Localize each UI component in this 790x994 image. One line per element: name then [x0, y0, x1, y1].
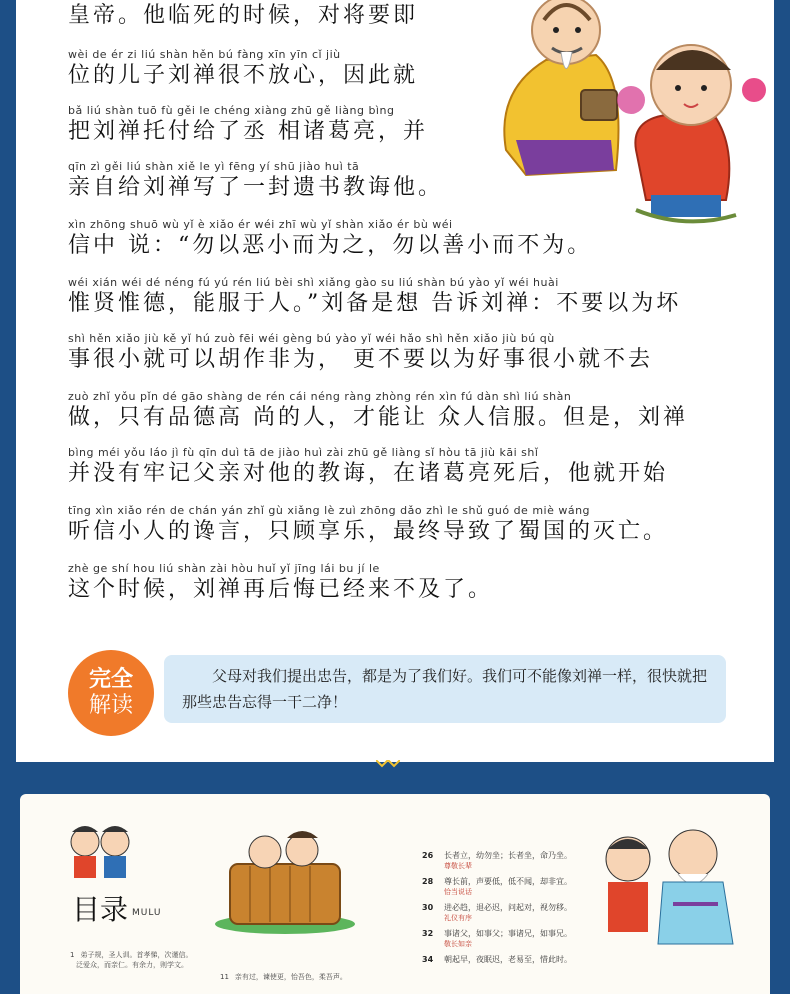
children-icon [60, 824, 140, 884]
summary-text: 父母对我们提出忠告，都是为了我们好。我们可不能像刘禅一样，很快就把那些忠告忘得一干二净！ [182, 667, 708, 711]
toc-page-number: 28 [422, 877, 434, 886]
toc-row[interactable] [422, 902, 572, 923]
toc-left-number: 1 [70, 951, 75, 959]
toc-left-number: 11 [220, 973, 229, 981]
hanzi-line: 皇帝。他临死的时候，对将要即 [68, 3, 419, 28]
pinyin-line: tīng xìn xiǎo rén de chán yán zhǐ gù xiǎng lè zuì zhōng dǎo zhì le shǔ guó de miè wáng [68, 504, 591, 517]
barrel-children-illustration [210, 824, 360, 934]
book-preview [10, 782, 780, 981]
toc-left-entry [70, 960, 188, 970]
toc-subtitle: MULU [132, 908, 162, 918]
toc-title: 目录 [72, 893, 129, 926]
toc-entry-subtitle: 敬长如亲 [444, 940, 472, 948]
toc-entry-text: 尊长前，声要低，低不闻，却非宜。 [444, 877, 572, 886]
hanzi-line: 把刘禅托付给了丞 相诸葛亮，并 [68, 119, 428, 144]
toc-entry-text: 长者立，幼勿坐；长者坐，命乃坐。 [444, 851, 572, 860]
hanzi-line: 惟贤惟德，能服于人。”刘备是想 告诉刘禅：不要以为坏 [68, 291, 682, 316]
hanzi-line: 位的儿子刘禅很不放心，因此就 [68, 63, 419, 88]
pinyin-line: bǎ liú shàn tuō fù gěi le chéng xiàng zhū gě liàng bìng [68, 104, 395, 117]
pinyin-line: zhè ge shí hou liú shàn zài hòu huǐ yǐ jīng lái bu jí le [68, 562, 380, 575]
toc-page-number: 32 [422, 929, 434, 938]
toc-row[interactable] [422, 954, 572, 965]
pinyin-line: wèi de ér zi liú shàn hěn bú fàng xīn yīn cǐ jiù [68, 48, 341, 61]
emperor-and-child-illustration [486, 0, 786, 235]
toc-left-entry [220, 972, 347, 982]
toc-page-number: 34 [422, 955, 434, 964]
pinyin-line: qīn zì gěi liú shàn xiě le yì fēng yí shū jiào huì tā [68, 160, 360, 173]
pinyin-line: bìng méi yǒu láo jì fù qīn duì tā de jiào huì zài zhū gě liàng sǐ hòu tā jiù kāi shǐ [68, 446, 539, 459]
toc-entry-text: 朝起早，夜眠迟，老易至，惜此时。 [444, 955, 572, 964]
toc-entry-subtitle: 礼仪有序 [444, 914, 472, 922]
toc-left-text: 泛爱众，而亲仁。有余力，则学文。 [76, 961, 188, 969]
pinyin-line: zuò zhǐ yǒu pǐn dé gāo shàng de rén cái néng ràng zhòng rén xìn fú dàn shì liú shàn [68, 390, 572, 403]
hanzi-line: 这个时候，刘禅再后悔已经来不及了。 [68, 577, 494, 602]
pinyin-line: shì hěn xiǎo jiù kě yǐ hú zuò fēi wéi gèng bú yào yǐ wéi hǎo shì hěn xiǎo jiù bú qù [68, 332, 555, 345]
badge-line-1: 完全 [88, 667, 133, 692]
toc-entry-subtitle: 恰当说话 [444, 888, 472, 896]
toc-page-number: 26 [422, 851, 434, 860]
pinyin-line: wéi xián wéi dé néng fú yú rén liú bèi shì xiǎng gào su liú shàn bú yào yǐ wéi huài [68, 276, 559, 289]
toc-row[interactable] [422, 876, 572, 897]
complete-interpretation-badge [68, 650, 154, 736]
toc-row[interactable] [422, 850, 572, 871]
toc-page-number: 30 [422, 903, 434, 912]
book-left-page [20, 794, 398, 994]
hanzi-line: 并没有牢记父亲对他的教诲，在诸葛亮死后，他就开始 [68, 461, 669, 486]
toc-row[interactable] [422, 928, 572, 949]
summary-box [164, 655, 726, 723]
toc-left-text: 亲有过，谏使更，怡吾色，柔吾声。 [234, 973, 347, 981]
badge-line-2: 解读 [88, 693, 133, 718]
chevron-down-icon [376, 760, 400, 768]
elder-and-child-illustration [578, 824, 758, 964]
toc-entry-subtitle: 尊敬长辈 [444, 862, 472, 870]
hanzi-line: 做，只有品德高 尚的人，才能让 众人信服。但是，刘禅 [68, 405, 688, 430]
hanzi-line: 听信小人的谗言，只顾享乐，最终导致了蜀国的灭亡。 [68, 519, 669, 544]
hanzi-line: 亲自给刘禅写了一封遗书教诲他。 [68, 175, 444, 200]
pinyin-line: xìn zhōng shuō wù yǐ è xiǎo ér wéi zhī wù yǐ shàn xiǎo ér bù wéi [68, 218, 453, 231]
toc-entry-text: 进必趋，退必迟，问起对，视勿移。 [444, 903, 572, 912]
toc-left-text: 弟子规，圣人训。首孝悌，次谨信。 [80, 951, 193, 959]
toc-entry-text: 事诸父，如事父；事诸兄，如事兄。 [444, 929, 572, 938]
hanzi-line: 信中 说：“勿以恶小而为之，勿以善小而不为。 [68, 233, 593, 258]
hanzi-line: 事很小就可以胡作非为， 更不要以为好事很小就不去 [68, 347, 653, 372]
story-page [16, 0, 774, 762]
toc-left-entry [70, 950, 192, 960]
